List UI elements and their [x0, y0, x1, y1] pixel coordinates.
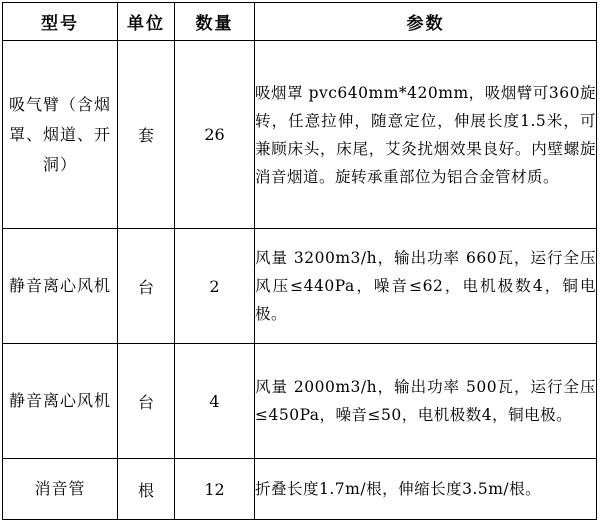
cell-model: 静音离心风机	[3, 344, 118, 459]
cell-unit: 根	[118, 459, 175, 520]
cell-unit: 套	[118, 41, 175, 229]
header-model: 型号	[3, 3, 118, 41]
cell-unit: 台	[118, 229, 175, 344]
cell-model: 吸气臂（含烟罩、烟道、开洞）	[3, 41, 118, 229]
cell-parameters: 风量 3200m3/h，输出功率 660瓦，运行全压风压≤440Pa，噪音≤62，电机极数4，铜电极。	[255, 229, 597, 344]
header-parameters: 参数	[255, 3, 597, 41]
cell-parameters: 吸烟罩 pvc640mm*420mm，吸烟臂可360旋转，任意拉伸，随意定位，伸展长度1.5米，可兼顾床头，床尾，艾灸扰烟效果良好。内壁螺旋消音烟道。旋转承重部位为铝合金管材质。	[255, 41, 597, 229]
cell-quantity: 2	[175, 229, 255, 344]
table-row	[3, 459, 597, 520]
header-row	[3, 3, 597, 41]
table-header	[3, 3, 597, 41]
cell-quantity: 26	[175, 41, 255, 229]
cell-model: 消音管	[3, 459, 118, 520]
table-row	[3, 344, 597, 459]
header-unit: 单位	[118, 3, 175, 41]
equipment-spec-table	[2, 2, 597, 520]
cell-parameters: 折叠长度1.7m/根，伸缩长度3.5m/根。	[255, 459, 597, 520]
cell-unit: 台	[118, 344, 175, 459]
cell-model: 静音离心风机	[3, 229, 118, 344]
table-body	[3, 41, 597, 520]
cell-parameters: 风量 2000m3/h，输出功率 500瓦，运行全压≤450Pa，噪音≤50，电机极数4，铜电极。	[255, 344, 597, 459]
table-row	[3, 41, 597, 229]
cell-quantity: 4	[175, 344, 255, 459]
table-row	[3, 229, 597, 344]
cell-quantity: 12	[175, 459, 255, 520]
header-quantity: 数量	[175, 3, 255, 41]
